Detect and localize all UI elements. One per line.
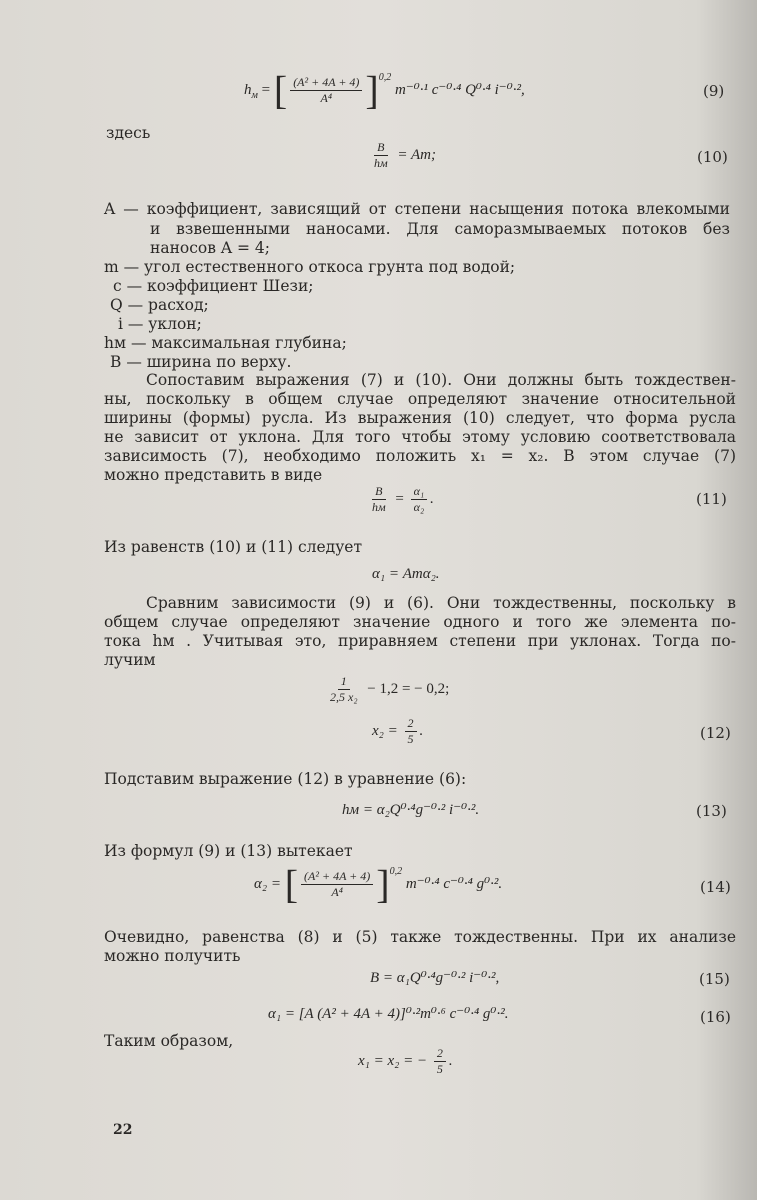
formula-alpha: α₁ = Amα₂. xyxy=(372,566,440,582)
def-A-line2: и взвешенными наносами. Для саморазмываемых потоков без xyxy=(150,220,730,238)
para1-line2: ны, поскольку в общем случае определяют значение относительной xyxy=(104,390,736,408)
def-A-line1: A — коэффициент, зависящий от степени насыщения потока влекомыми xyxy=(104,200,730,218)
iz-formul-line: Из формул (9) и (13) вытекает xyxy=(104,842,353,860)
formula-10-number: (10) xyxy=(697,148,728,166)
zdes-label: здесь xyxy=(106,124,151,142)
formula-14-number: (14) xyxy=(700,878,731,896)
def-c: c — коэффициент Шези; xyxy=(113,277,314,295)
def-Q: Q — расход; xyxy=(110,296,209,314)
def-i: i — уклон; xyxy=(118,315,202,333)
def-m: m — угол естественного откоса грунта под водой; xyxy=(104,258,516,276)
para2-line3: тока hм . Учитывая это, приравняем степени при уклонах. Тогда по- xyxy=(104,632,736,650)
formula-13-number: (13) xyxy=(696,802,727,820)
para2-line2: общем случае определяют значение одного и того же элемента по- xyxy=(104,613,736,631)
formula-16-number: (16) xyxy=(700,1008,731,1026)
para1-line4: не зависит от уклона. Для того чтобы этому условию соответствовала xyxy=(104,428,736,446)
formula-10: $\frac{B}{hм}$ = Am; xyxy=(374,140,437,170)
def-h: hм — максимальная глубина; xyxy=(104,334,347,352)
podstavim-line: Подставим выражение (12) в уравнение (6): xyxy=(104,770,467,788)
para1-line6: можно представить в виде xyxy=(104,466,323,484)
formula-15: B = α₁Q⁰·⁴g⁻⁰·² i⁻⁰·², xyxy=(370,970,500,986)
iz-ravenstv-line: Из равенств (10) и (11) следует xyxy=(104,538,363,556)
para2-line1: Сравним зависимости (9) и (6). Они тождественны, поскольку в xyxy=(146,594,736,612)
formula-15-number: (15) xyxy=(699,970,730,988)
para1-line3: ширины (формы) русла. Из выражения (10) следует, что форма русла xyxy=(104,409,736,427)
para2-line4: лучим xyxy=(104,651,156,669)
formula-9: $h_м$ = [ $\frac{\text{(A² + 4A + 4)}}{\text{A⁴}}$ ]$^{0,2}$ m⁻⁰·¹ c⁻⁰·⁴ Q⁰·⁴ i⁻⁰·², xyxy=(244,67,525,113)
def-B: B — ширина по верху. xyxy=(110,353,292,371)
formula-final: x₁ = x₂ = − $\frac{2}{5}$ . xyxy=(358,1046,453,1076)
formula-13: hм = α₂Q⁰·⁴g⁻⁰·² i⁻⁰·². xyxy=(342,802,480,818)
formula-12a: $\frac{1}{\text{2,5 x₂}}$ − 1,2 = − 0,2; xyxy=(330,674,450,704)
para1-line1: Сопоставим выражения (7) и (10). Они должны быть тождествен- xyxy=(146,371,736,389)
page-number: 22 xyxy=(113,1122,133,1138)
formula-11: $\frac{B}{hм}$ = $\frac{\text{α₁}}{\text{α₂}}$ . xyxy=(372,484,434,514)
formula-14: α₂ = [ $\frac{\text{(A² + 4A + 4)}}{\text{A⁴}}$ ]$^{0,2}$ m⁻⁰·⁴ c⁻⁰·⁴ g⁰·². xyxy=(254,861,503,907)
para3-line2: можно получить xyxy=(104,947,241,965)
formula-12b: x₂ = $\frac{2}{5}$ . xyxy=(372,716,424,746)
formula-16: α₁ = [A (A² + 4A + 4)]⁰·²m⁰·⁶ c⁻⁰·⁴ g⁰·². xyxy=(268,1006,509,1022)
formula-9-number: (9) xyxy=(703,82,725,100)
takim-line: Таким образом, xyxy=(104,1032,234,1050)
para3-line1: Очевидно, равенства (8) и (5) также тождественны. При их анализе xyxy=(104,928,736,946)
para1-line5: зависимость (7), необходимо положить x₁ = x₂. В этом случае (7) xyxy=(104,447,736,465)
formula-12-number: (12) xyxy=(700,724,731,742)
formula-11-number: (11) xyxy=(696,490,727,508)
def-A-line3: наносов A = 4; xyxy=(150,239,271,257)
